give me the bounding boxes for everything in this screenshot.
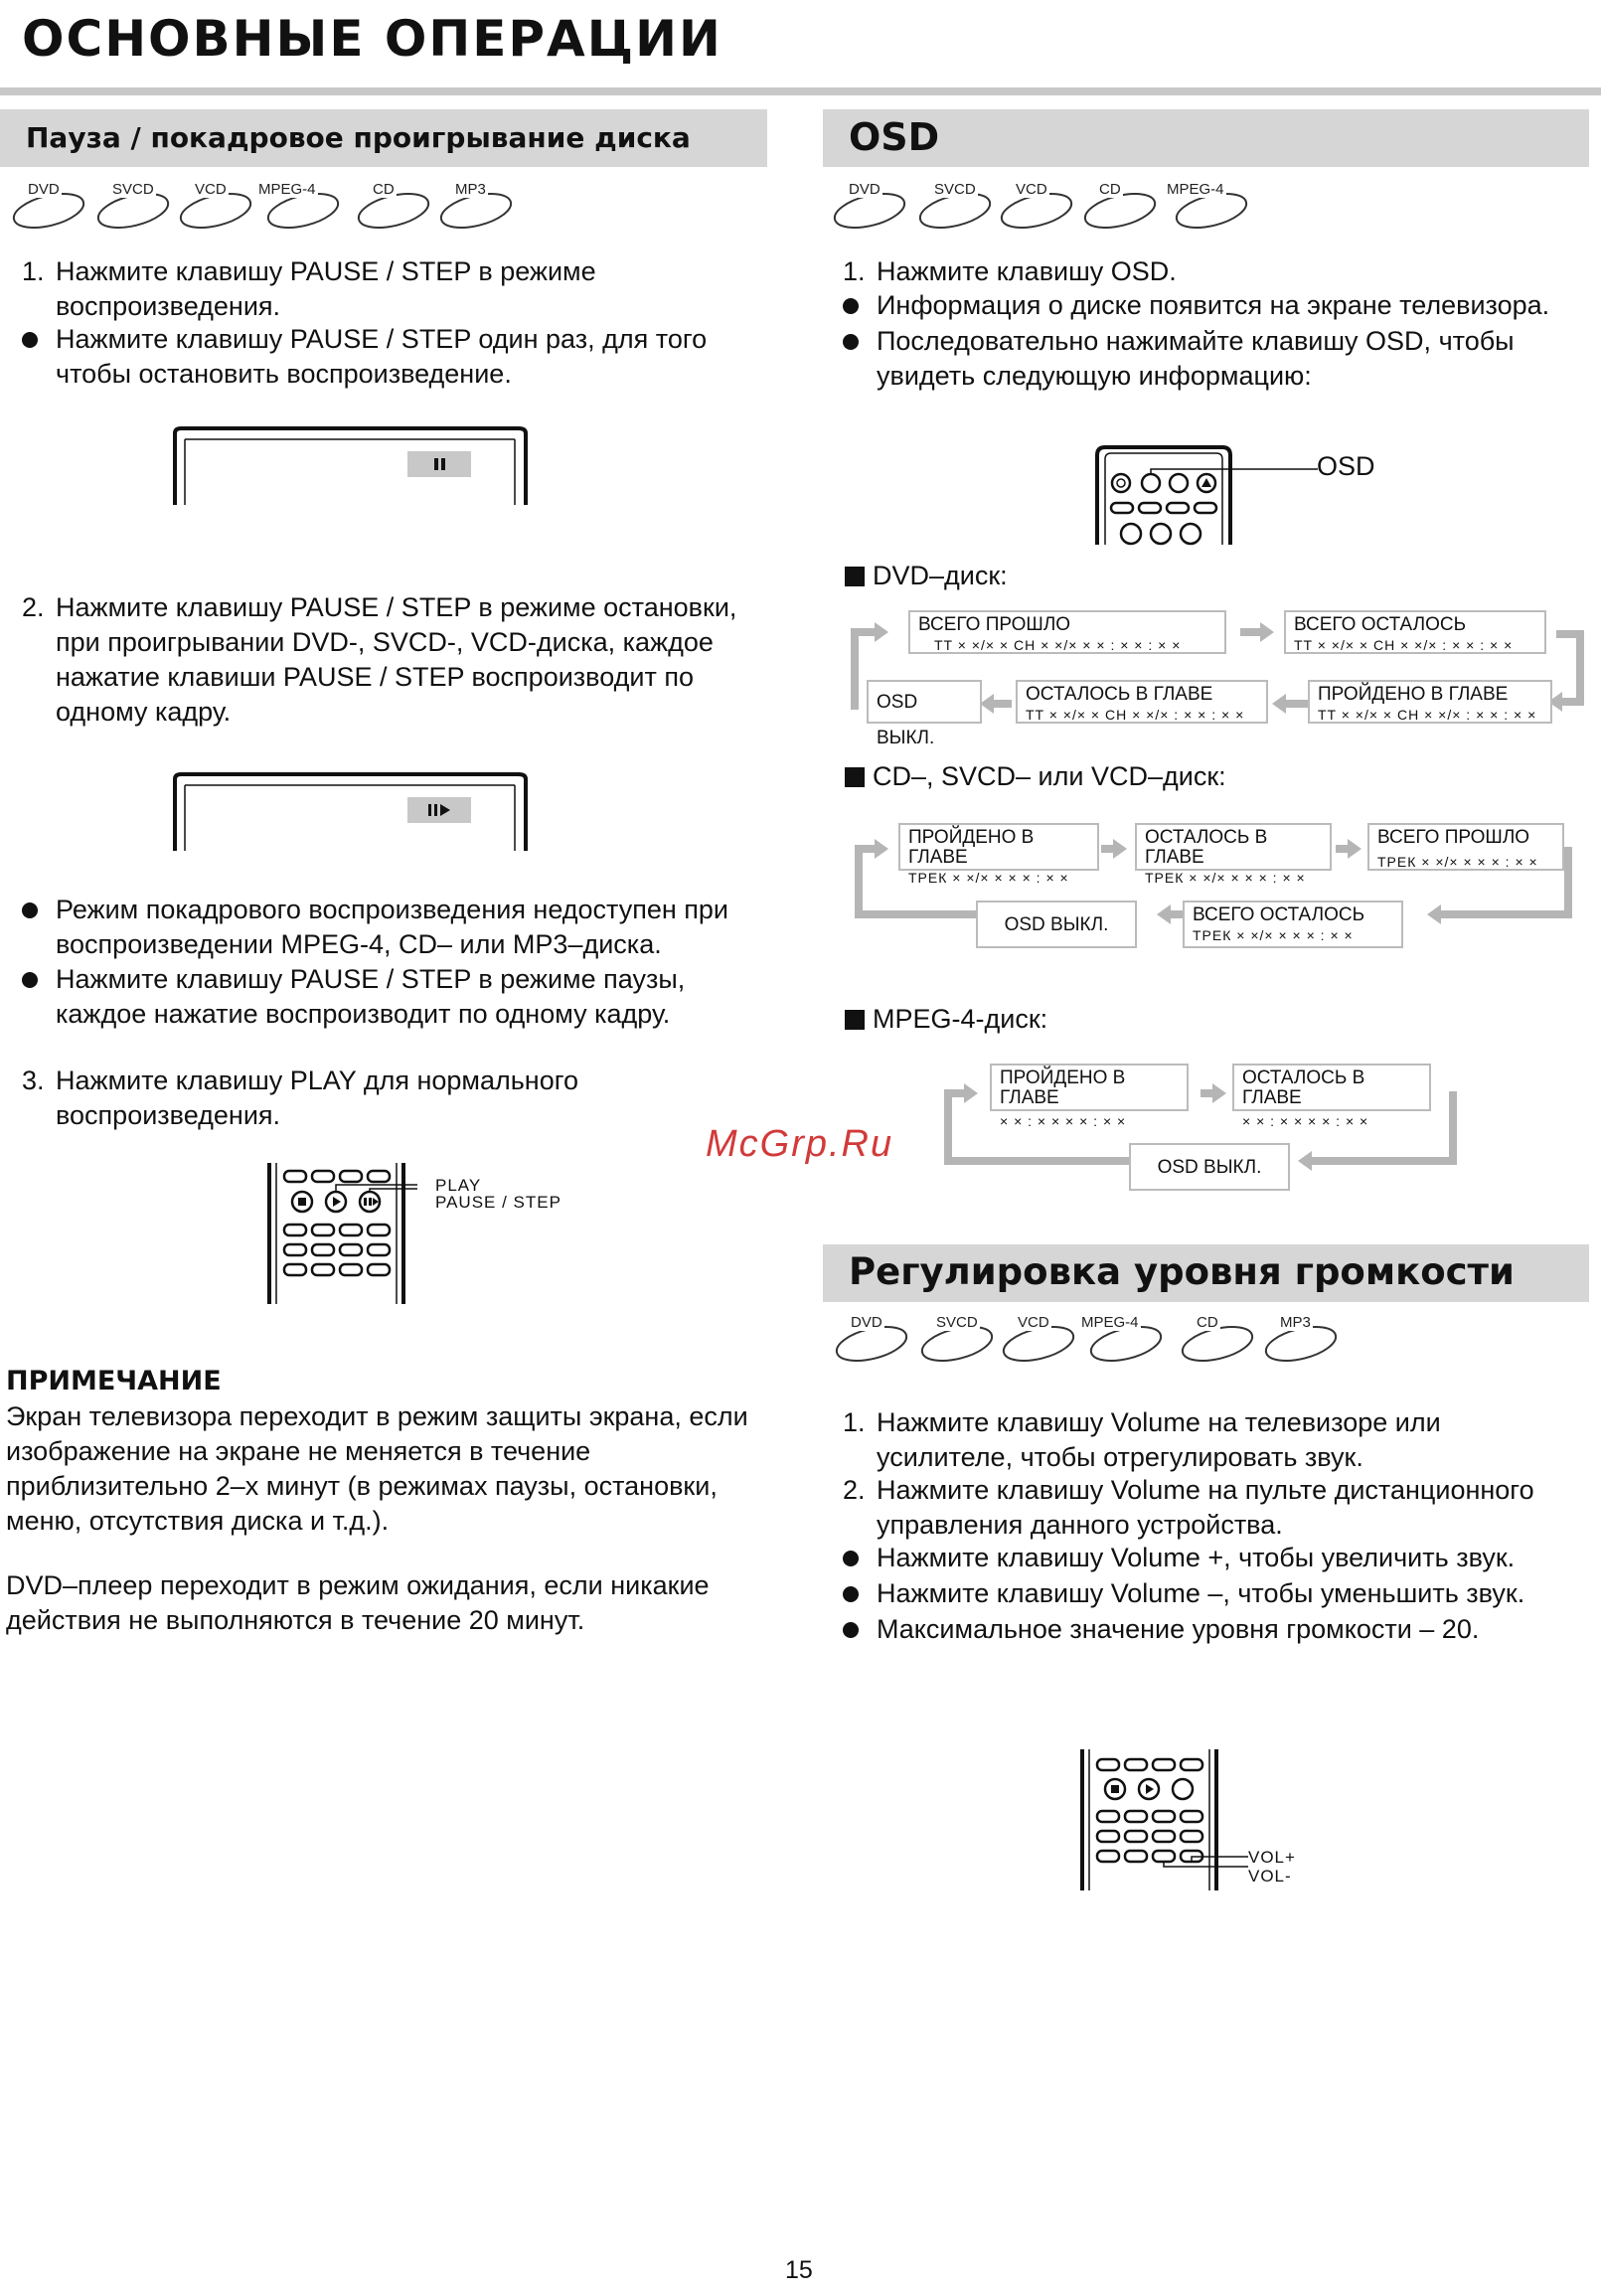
- disc-icon-cd: CD: [355, 181, 432, 231]
- tv-screen-pause-illustration: [171, 425, 531, 507]
- pause-step-2: 2. Нажмите клавишу PAUSE / STEP в режиме остановки, при проигрывании DVD-, SVCD-, VCD-диска, каждое нажатие клавиши PAUSE / STEP воспроизводит по одному кадру.: [22, 592, 737, 727]
- bullet-icon: [843, 1586, 859, 1602]
- disc-icon-vcd: VCD: [177, 181, 254, 231]
- remote-osd-illustration: [1093, 441, 1322, 547]
- osd-mpeg-label: MPEG-4-диск:: [845, 1002, 1047, 1037]
- osd-heading-text: OSD: [849, 115, 940, 159]
- volume-step-2: 2. Нажмите клавишу Volume на пульте дистанционного управления данного устройства.: [843, 1475, 1534, 1540]
- pause-bullet-3: Нажмите клавишу PAUSE / STEP в режиме паузы, каждое нажатие воспроизводит по одному кадру.: [22, 962, 757, 1032]
- tv-screen-step-illustration: [171, 771, 531, 853]
- volume-bullet-1: Нажмите клавишу Volume +, чтобы увеличить звук.: [843, 1541, 1598, 1575]
- disc-icon-dvd: DVD: [10, 181, 87, 231]
- square-bullet-icon: [845, 767, 865, 787]
- title-rule: [0, 87, 1601, 95]
- bullet-icon: [843, 334, 859, 350]
- bullet-icon: [843, 1622, 859, 1638]
- cd-box-total-elapsed: ВСЕГО ПРОШЛО ТРЕК × ×/× × × × : × ×: [1367, 823, 1564, 871]
- remote-play-pause-illustration: [260, 1157, 419, 1306]
- note-paragraph-2: DVD–плеер переходит в режим ожидания, если никакие действия не выполняются в течение 20 минут.: [6, 1570, 710, 1635]
- osd-bullet-1: Информация о диске появится на экране телевизора.: [843, 288, 1598, 323]
- remote-volume-illustration: [1073, 1743, 1252, 1892]
- disc-icon-svcd: SVCD: [918, 1314, 996, 1364]
- volume-section-heading: [823, 1244, 1589, 1302]
- disc-icon-dvd: DVD: [833, 1314, 910, 1364]
- osd-step-1: 1. Нажмите клавишу OSD.: [843, 256, 1177, 286]
- square-bullet-icon: [845, 567, 865, 586]
- dvd-box-osd-off: OSD ВЫКЛ.: [867, 680, 982, 724]
- square-bullet-icon: [845, 1010, 865, 1030]
- bullet-icon: [843, 1551, 859, 1566]
- cd-box-track-elapsed: ПРОЙДЕНО В ГЛАВЕ ТРЕК × ×/× × × × : × ×: [898, 823, 1099, 871]
- volume-heading-text: Регулировка уровня громкости: [849, 1250, 1515, 1293]
- disc-icon-dvd: DVD: [831, 181, 908, 231]
- mpeg-box-remain: ОСТАЛОСЬ В ГЛАВЕ × × : × × × × : × ×: [1232, 1064, 1431, 1111]
- dvd-box-chapter-remain: ОСТАЛОСЬ В ГЛАВЕ TT × ×/× × CH × ×/× : × × : × ×: [1016, 680, 1268, 724]
- disc-icon-cd: CD: [1179, 1314, 1256, 1364]
- dvd-box-total-elapsed: ВСЕГО ПРОШЛО TT × ×/× × CH × ×/× × × : × × : × ×: [908, 610, 1226, 654]
- bullet-icon: [843, 298, 859, 314]
- volume-bullet-2: Нажмите клавишу Volume –, чтобы уменьшить звук.: [843, 1576, 1598, 1611]
- remote-label-pause-step: PAUSE / STEP: [435, 1193, 561, 1212]
- pause-section-heading: [0, 109, 767, 167]
- page-title: ОСНОВНЫЕ ОПЕРАЦИИ: [22, 10, 722, 68]
- volume-bullet-3: Максимальное значение уровня громкости – 20.: [843, 1612, 1598, 1647]
- osd-section-heading: [823, 109, 1589, 167]
- disc-icon-cd: CD: [1081, 181, 1159, 231]
- cd-box-osd-off: OSD ВЫКЛ.: [976, 901, 1137, 948]
- bullet-icon: [22, 332, 38, 348]
- note-paragraph-1: Экран телевизора переходит в режим защиты экрана, если изображение на экране не меняется в течение приблизительно 2–х минут (в режимах паузы, остановки, меню, отсутствия диска и т.д.).: [6, 1401, 748, 1536]
- disc-icon-svcd: SVCD: [916, 181, 994, 231]
- osd-cd-label: CD–, SVCD– или VCD–диск:: [845, 759, 1226, 794]
- mpeg-box-elapsed: ПРОЙДЕНО В ГЛАВЕ × × : × × × × : × ×: [990, 1064, 1189, 1111]
- dvd-box-chapter-elapsed: ПРОЙДЕНО В ГЛАВЕ TT × ×/× × CH × ×/× : × × : × ×: [1308, 680, 1552, 724]
- remote-label-osd: OSD: [1317, 451, 1375, 481]
- pause-bullet-1: Нажмите клавишу PAUSE / STEP один раз, для того чтобы остановить воспроизведение.: [22, 322, 757, 392]
- disc-icon-mpeg4: MPEG-4: [1087, 1314, 1165, 1364]
- cd-box-total-remain: ВСЕГО ОСТАЛОСЬ ТРЕК × ×/× × × × : × ×: [1183, 901, 1403, 948]
- bullet-icon: [22, 902, 38, 918]
- disc-icon-mp3: MP3: [1262, 1314, 1340, 1364]
- disc-icon-vcd: VCD: [998, 181, 1075, 231]
- disc-icon-mpeg4: MPEG-4: [264, 181, 342, 231]
- watermark: McGrp.Ru: [706, 1123, 894, 1165]
- remote-label-vol-plus: VOL+: [1248, 1848, 1296, 1867]
- disc-icon-mp3: MP3: [437, 181, 515, 231]
- osd-bullet-2: Последовательно нажимайте клавишу OSD, чтобы увидеть следующую информацию:: [843, 324, 1588, 394]
- remote-label-play: PLAY: [435, 1176, 482, 1195]
- remote-label-vol-minus: VOL-: [1248, 1867, 1292, 1886]
- cd-box-track-remain: ОСТАЛОСЬ В ГЛАВЕ ТРЕК × ×/× × × × : × ×: [1135, 823, 1332, 871]
- osd-dvd-label: DVD–диск:: [845, 559, 1008, 593]
- disc-icon-vcd: VCD: [1000, 1314, 1077, 1364]
- pause-bullet-2: Режим покадрового воспроизведения недоступен при воспроизведении MPEG-4, CD– или MP3–диска.: [22, 893, 767, 962]
- volume-step-1: 1. Нажмите клавишу Volume на телевизоре или усилителе, чтобы отрегулировать звук.: [843, 1407, 1441, 1472]
- mpeg-box-osd-off: OSD ВЫКЛ.: [1129, 1143, 1290, 1191]
- note-title: ПРИМЕЧАНИЕ: [6, 1366, 222, 1396]
- dvd-box-total-remain: ВСЕГО ОСТАЛОСЬ TT × ×/× × CH × ×/× : × × : × ×: [1284, 610, 1546, 654]
- pause-step-3: 3. Нажмите клавишу PLAY для нормального воспроизведения.: [22, 1066, 578, 1130]
- disc-icon-svcd: SVCD: [94, 181, 172, 231]
- disc-icon-mpeg4: MPEG-4: [1173, 181, 1250, 231]
- pause-heading-text: Пауза / покадровое проигрывание диска: [26, 121, 691, 154]
- pause-step-1: 1. Нажмите клавишу PAUSE / STEP в режиме воспроизведения.: [22, 256, 596, 321]
- page-number: 15: [785, 2256, 813, 2284]
- bullet-icon: [22, 972, 38, 988]
